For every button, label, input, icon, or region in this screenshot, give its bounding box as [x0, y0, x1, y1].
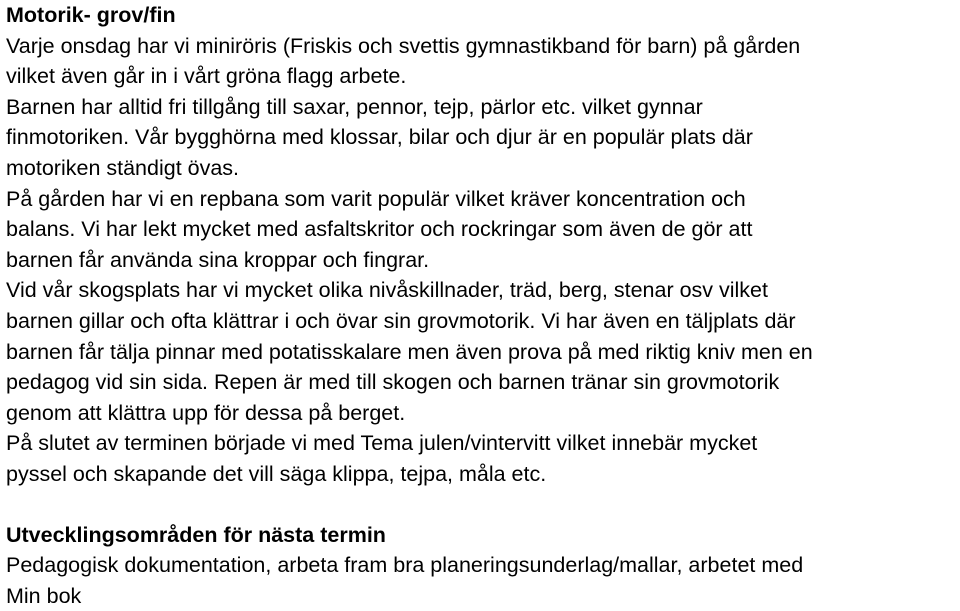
text-line: barnen gillar och ofta klättrar i och övar sin grovmotorik. Vi har även en täljplats där	[6, 306, 958, 337]
document-page	[6, 0, 958, 611]
text-line: barnen får använda sina kroppar och fingrar.	[6, 245, 958, 276]
text-line: barnen får tälja pinnar med potatisskalare men även prova på med riktig kniv men en	[6, 337, 958, 368]
text-line: Varje onsdag har vi miniröris (Friskis och svettis gymnastikband för barn) på gården	[6, 31, 958, 62]
section-utvecklingsomraden	[6, 520, 958, 611]
text-line: Vid vår skogsplats har vi mycket olika nivåskillnader, träd, berg, stenar osv vilket	[6, 275, 958, 306]
text-line: Barnen har alltid fri tillgång till saxar, pennor, tejp, pärlor etc. vilket gynnar	[6, 92, 958, 123]
text-line: På slutet av terminen började vi med Tema julen/vintervitt vilket innebär mycket	[6, 428, 958, 459]
text-line: vilket även går in i vårt gröna flagg arbete.	[6, 61, 958, 92]
text-line: pedagog vid sin sida. Repen är med till skogen och barnen tränar sin grovmotorik	[6, 367, 958, 398]
section-motorik	[6, 0, 958, 490]
text-line: Pedagogisk dokumentation, arbeta fram bra planeringsunderlag/mallar, arbetet med	[6, 550, 958, 581]
section-body	[6, 550, 958, 611]
text-line: motoriken ständigt övas.	[6, 153, 958, 184]
section-heading: Utvecklingsområden för nästa termin	[6, 520, 958, 551]
text-line: Min bok	[6, 581, 958, 611]
section-heading: Motorik- grov/fin	[6, 0, 958, 31]
text-line: pyssel och skapande det vill säga klippa, tejpa, måla etc.	[6, 459, 958, 490]
text-line: genom att klättra upp för dessa på berget.	[6, 398, 958, 429]
text-line: balans. Vi har lekt mycket med asfaltskritor och rockringar som även de gör att	[6, 214, 958, 245]
text-line: På gården har vi en repbana som varit populär vilket kräver koncentration och	[6, 184, 958, 215]
section-spacer	[6, 490, 958, 520]
section-body	[6, 31, 958, 490]
text-line: finmotoriken. Vår bygghörna med klossar, bilar och djur är en populär plats där	[6, 122, 958, 153]
